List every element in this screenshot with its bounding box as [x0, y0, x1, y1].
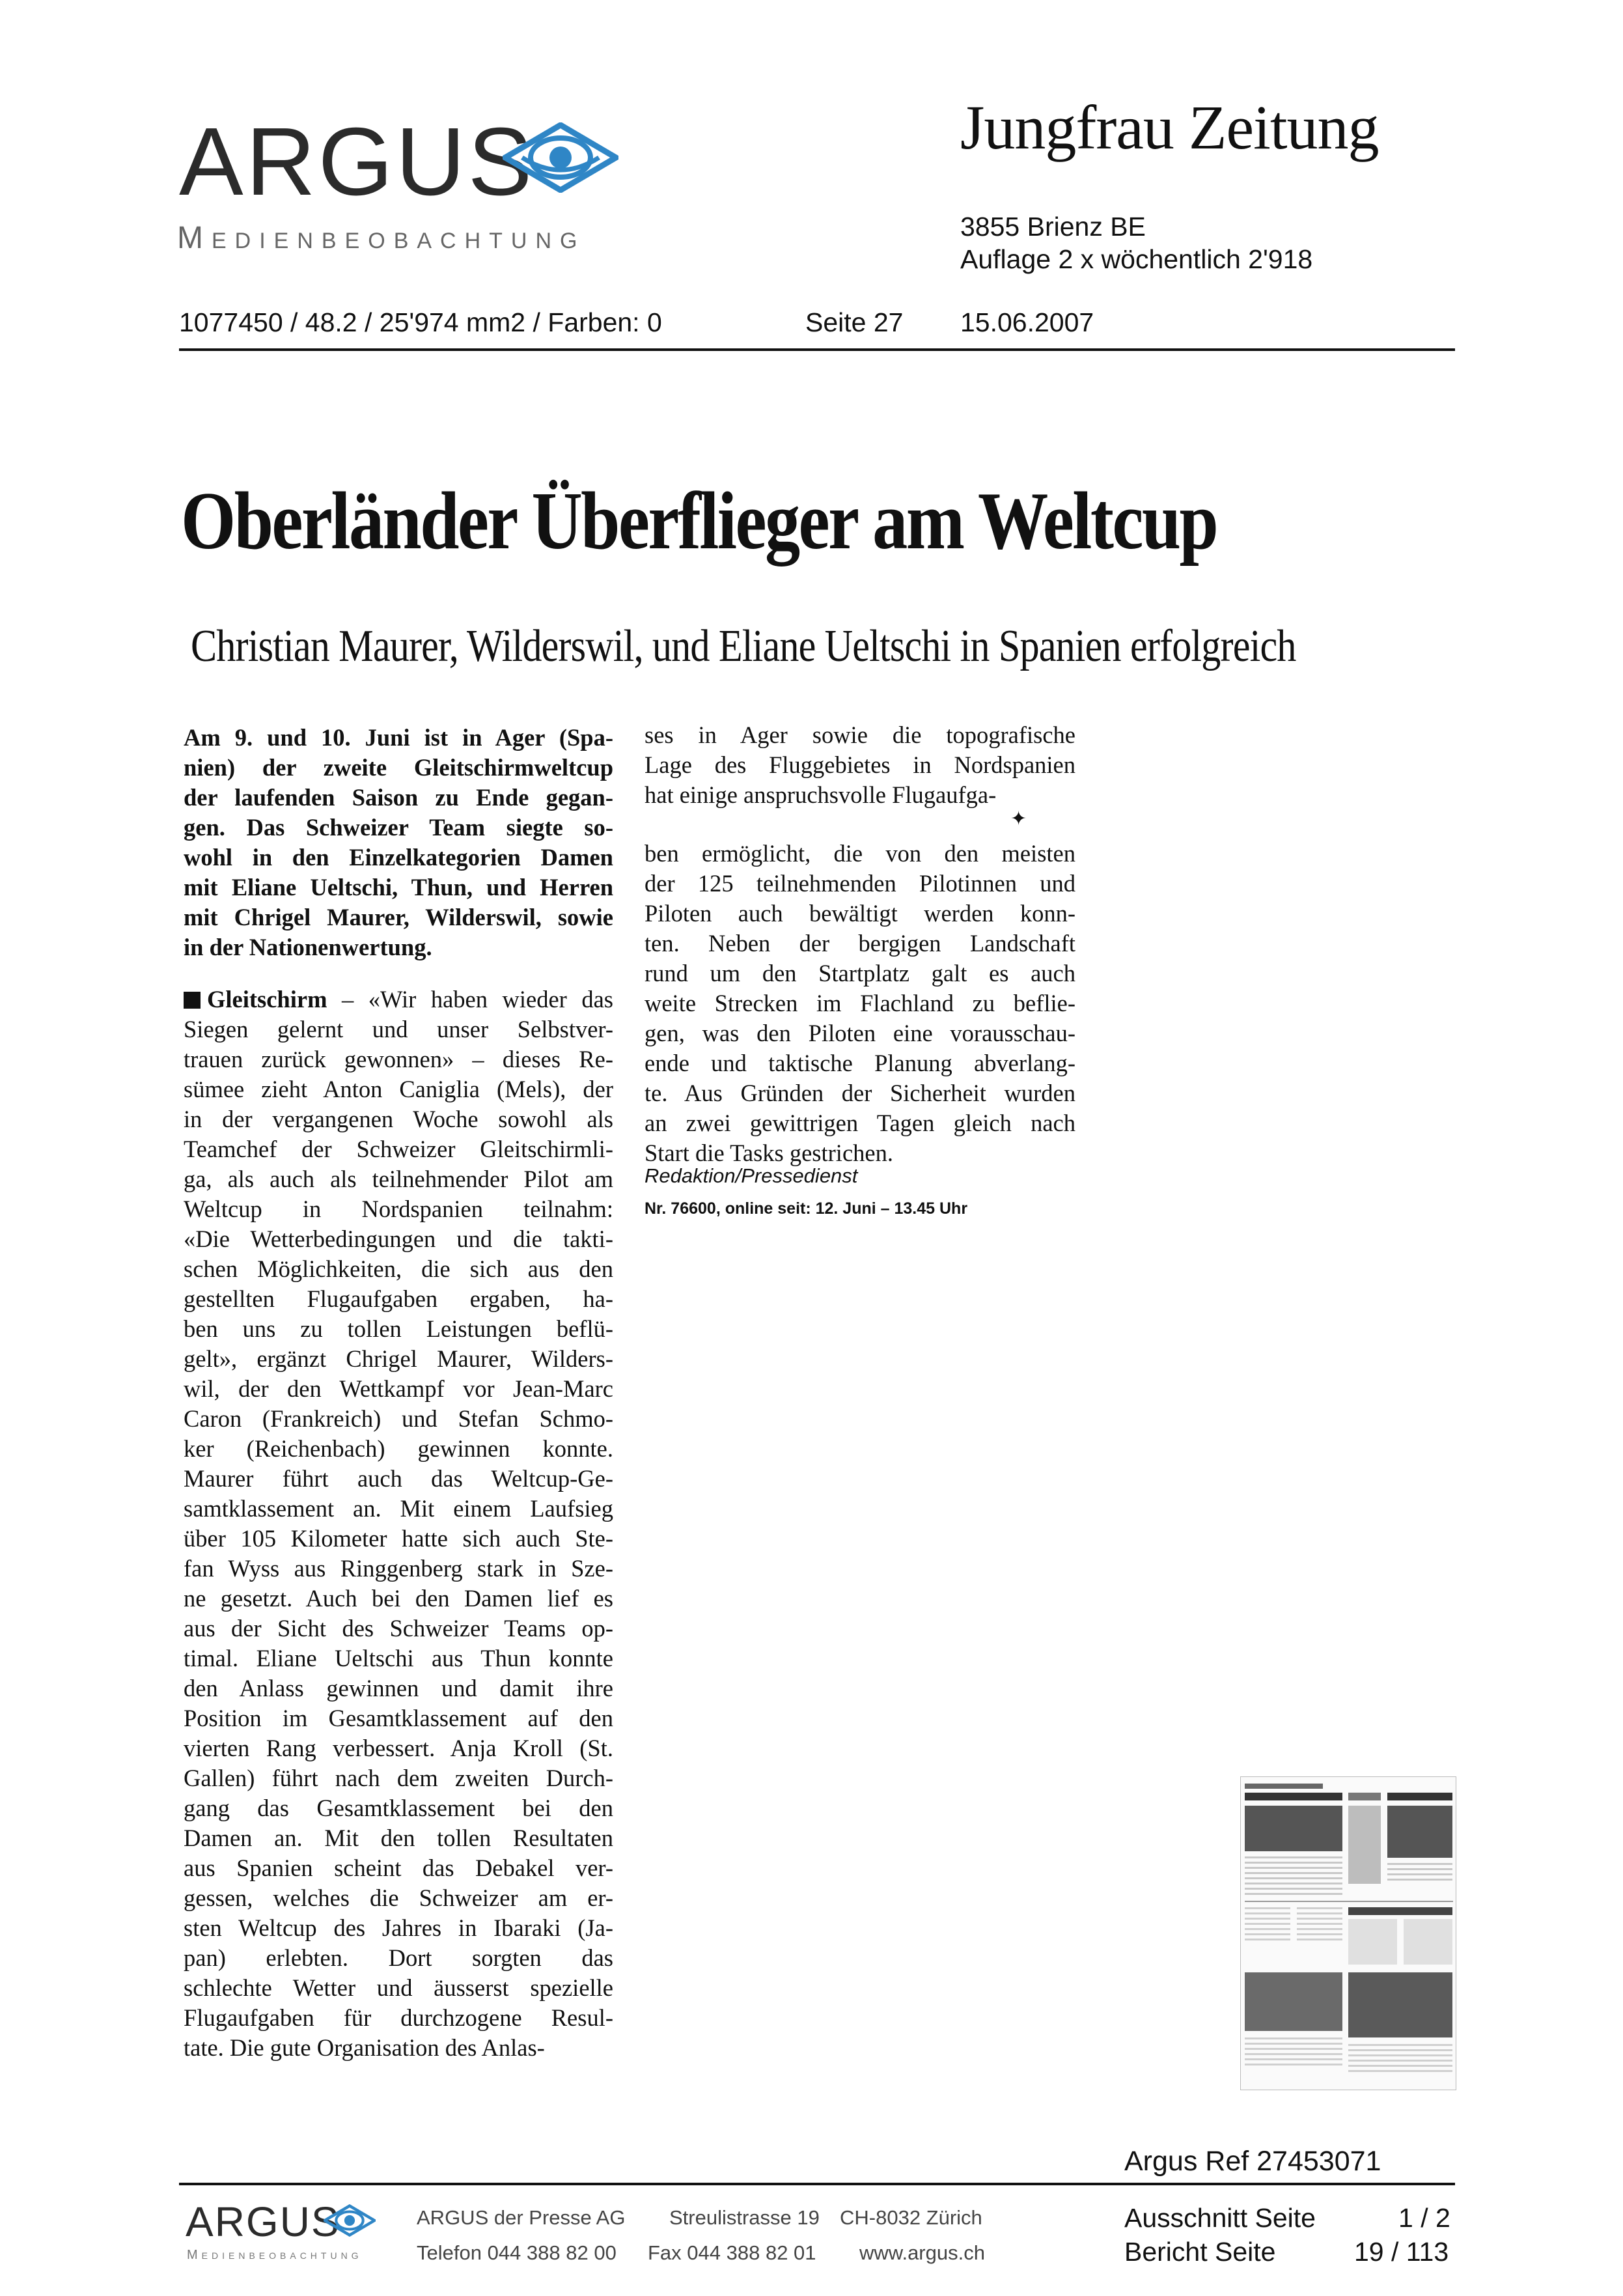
- article-lead: [184, 723, 613, 962]
- clipping-date: 15.06.2007: [960, 307, 1094, 337]
- text-line: Weltcup in Nordspanien teilnahm:: [184, 1196, 613, 1222]
- clipping-reference: 1077450 / 48.2 / 25'974 mm2 / Farben: 0: [179, 307, 662, 337]
- text-line: über 105 Kilometer hatte sich auch Ste-: [184, 1525, 613, 1552]
- argus-eye-logo-icon: [503, 122, 618, 193]
- text-line: schen Möglichkeiten, die sich aus den: [184, 1255, 613, 1282]
- text-line: samtklassement an. Mit einem Laufsieg: [184, 1495, 613, 1522]
- publication-circulation: Auflage 2 x wöchentlich 2'918: [960, 244, 1313, 274]
- footer-street: Streulistrasse 19: [669, 2206, 820, 2229]
- publication-place: 3855 Brienz BE: [960, 212, 1146, 242]
- article-column-2: [645, 720, 1075, 1168]
- argus-logo-wordmark: ARGUS: [179, 108, 535, 216]
- text-line: rund um den Startplatz galt es auch: [645, 960, 1075, 987]
- text-line: ses in Ager sowie die topografische: [645, 721, 1075, 748]
- text-line: weite Strecken im Flachland zu beflie-: [645, 990, 1075, 1016]
- footer-argus-eye-logo-icon: [324, 2204, 376, 2237]
- text-line: pan) erlebten. Dort sorgten das: [184, 1944, 613, 1971]
- argus-logo-tagline: Medienbeobachtung: [177, 221, 586, 255]
- text-line: in der Nationenwertung.: [184, 934, 432, 960]
- text-line: «Die Wetterbedingungen und die takti-: [184, 1225, 613, 1252]
- text-line: ten. Neben der bergigen Landschaft: [645, 930, 1075, 957]
- text-line: Teamchef der Schweizer Gleitschirmli-: [184, 1136, 613, 1162]
- text-line: Piloten auch bewältigt werden konn-: [645, 900, 1075, 927]
- article-body-column-1: [184, 985, 613, 2063]
- text-line: Caron (Frankreich) und Stefan Schmo-: [184, 1405, 613, 1432]
- text-line: Am 9. und 10. Juni ist in Ager (Spa-: [184, 724, 613, 751]
- text-line: schlechte Wetter und äusserst spezielle: [184, 1974, 613, 2001]
- article-byline: Redaktion/Pressedienst: [645, 1164, 858, 1187]
- clipping-page: Seite 27: [805, 307, 904, 337]
- text-line: gelt», ergänzt Chrigel Maurer, Wilders-: [184, 1345, 613, 1372]
- text-line: den Anlass gewinnen und damit ihre: [184, 1675, 613, 1701]
- text-line: Start die Tasks gestrichen.: [645, 1140, 893, 1166]
- footer-divider: [179, 2183, 1455, 2185]
- text-line: gen. Das Schweizer Team siegte so-: [184, 814, 613, 841]
- text-line: tate. Die gute Organisation des Anlas-: [184, 2034, 545, 2061]
- report-page-value: 19 / 113: [1354, 2237, 1449, 2267]
- article-subheadline: Christian Maurer, Wilderswil, und Eliane Ueltschi in Spanien erfolgreich: [191, 621, 1296, 671]
- section-bullet-icon: [184, 992, 201, 1009]
- text-line: trauen zurück gewonnen» – dieses Re-: [184, 1046, 613, 1072]
- footer-city: CH-8032 Zürich: [840, 2206, 982, 2229]
- text-line: sten Weltcup des Jahres in Ibaraki (Ja-: [184, 1914, 613, 1941]
- header-divider: [179, 348, 1455, 351]
- section-label: Gleitschirm: [207, 986, 327, 1013]
- article-column-1: [184, 723, 613, 2063]
- text-line: Position im Gesamtklassement auf den: [184, 1705, 613, 1731]
- text-line: aus der Sicht des Schweizer Teams op-: [184, 1615, 613, 1642]
- text-line: ben uns zu tollen Leistungen beflü-: [184, 1315, 613, 1342]
- text-line: mit Chrigel Maurer, Wilderswil, sowie: [184, 904, 613, 931]
- footer-fax: Fax 044 388 82 01: [648, 2241, 816, 2264]
- newspaper-page-thumbnail: [1240, 1776, 1456, 2090]
- text-line: hat einige anspruchsvolle Flugaufga-: [645, 781, 997, 808]
- article-body-column-2-top: [645, 720, 1075, 810]
- text-line: gang das Gesamtklassement bei den: [184, 1795, 613, 1821]
- text-line: fan Wyss aus Ringgenberg stark in Sze-: [184, 1555, 613, 1582]
- publication-name: Jungfrau Zeitung: [960, 92, 1379, 162]
- text-line: Maurer führt auch das Weltcup-Ge-: [184, 1465, 613, 1492]
- footer-website: www.argus.ch: [859, 2241, 985, 2264]
- text-line-content: – «Wir haben wieder das: [327, 986, 613, 1013]
- text-line: te. Aus Gründen der Sicherheit wurden: [645, 1080, 1075, 1106]
- text-line: [184, 985, 613, 1015]
- text-line: Flugaufgaben für durchzogene Resul-: [184, 2004, 613, 2031]
- footer-company: ARGUS der Presse AG: [417, 2206, 626, 2229]
- text-line: mit Eliane Ueltschi, Thun, und Herren: [184, 874, 613, 901]
- text-line: gen, was den Piloten eine vorausschau-: [645, 1020, 1075, 1046]
- text-line: wohl in den Einzelkategorien Damen: [184, 844, 613, 871]
- text-line: der 125 teilnehmenden Pilotinnen und: [645, 870, 1075, 897]
- report-page-label: Bericht Seite: [1124, 2237, 1276, 2267]
- article-headline: Oberländer Überflieger am Weltcup: [181, 476, 1217, 567]
- text-line: Damen an. Mit den tollen Resultaten: [184, 1825, 613, 1851]
- footer-phone: Telefon 044 388 82 00: [417, 2241, 617, 2264]
- text-line: nien) der zweite Gleitschirmweltcup: [184, 754, 613, 781]
- cutout-page-value: 1 / 2: [1398, 2203, 1450, 2233]
- cutout-page-label: Ausschnitt Seite: [1124, 2203, 1316, 2233]
- text-line: wil, der den Wettkampf vor Jean-Marc: [184, 1375, 613, 1402]
- text-line: ben ermöglicht, die von den meisten: [645, 840, 1075, 867]
- text-line: gestellten Flugaufgaben ergaben, ha-: [184, 1285, 613, 1312]
- text-line: der laufenden Saison zu Ende gegan-: [184, 784, 613, 811]
- argus-reference: Argus Ref 27453071: [1124, 2146, 1381, 2177]
- text-line: Siegen gelernt und unser Selbstver-: [184, 1016, 613, 1043]
- text-line: ende und taktische Planung abverlang-: [645, 1050, 1075, 1076]
- text-line: in der vergangenen Woche sowohl als: [184, 1106, 613, 1132]
- text-line: aus Spanien scheint das Debakel ver-: [184, 1855, 613, 1881]
- text-line: vierten Rang verbessert. Anja Kroll (St.: [184, 1735, 613, 1761]
- text-line: Lage des Fluggebietes in Nordspanien: [645, 751, 1075, 778]
- text-line: ker (Reichenbach) gewinnen konnte.: [184, 1435, 613, 1462]
- text-line: an zwei gewittrigen Tagen gleich nach: [645, 1110, 1075, 1136]
- article-body-column-2-bottom: [645, 839, 1075, 1168]
- article-online-note: Nr. 76600, online seit: 12. Juni – 13.45 Uhr: [645, 1199, 968, 1218]
- text-line: sümee zieht Anton Caniglia (Mels), der: [184, 1076, 613, 1102]
- text-line: gessen, welches die Schweizer am er-: [184, 1884, 613, 1911]
- cursor-icon: ✦: [1010, 808, 1027, 830]
- text-line: Gallen) führt nach dem zweiten Durch-: [184, 1765, 613, 1791]
- text-line: ga, als auch als teilnehmender Pilot am: [184, 1166, 613, 1192]
- footer-argus-logo-wordmark: ARGUS: [186, 2198, 340, 2245]
- footer-argus-logo-tagline: Medienbeobachtung: [187, 2248, 363, 2262]
- text-line: ne gesetzt. Auch bei den Damen lief es: [184, 1585, 613, 1612]
- text-line: timal. Eliane Ueltschi aus Thun konnte: [184, 1645, 613, 1672]
